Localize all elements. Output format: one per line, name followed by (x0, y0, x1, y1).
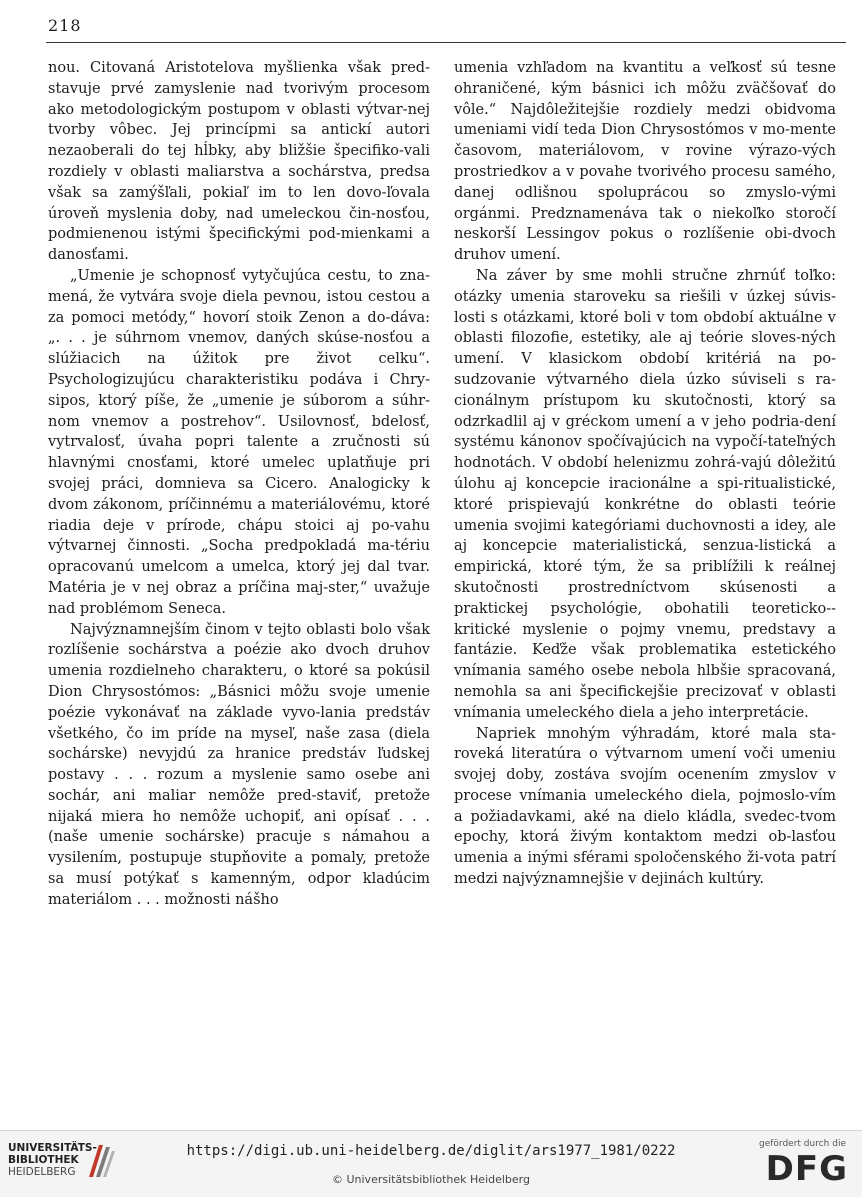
paragraph: Na záver by sme mohli stručne zhrnúť toľko: otázky umenia staroveku sa riešili v úzkej súvis-losti s otázkami, ktoré boli v tom období aktuálne v oblasti filozofie, estetiky, ale aj teórie sloves-ných umení. V klasickom období kritériá na po-sudzovanie výtvarného diela úzko súviseli s ra-cionálnym prístupom ku skutočnosti, ktorý sa odzrkadlil aj v gréckom umení a v jeho podria-dení systému kánonov spočívajúcich na vypočí-tateľných hodnotách. V období helenizmu zohrá-vajú dôležitú úlohu aj koncepcie iracionálne a spi-ritualistické, ktoré prispievajú konkrétne do oblasti teórie umenia svojimi kategóriami duchovnosti a idey, ale aj koncepcie materialistická, senzua-listická a empirická, ktoré tým, že sa priblížili k reálnej skutočnosti prostredníctvom skúsenosti a praktickej psychológie, obohatili teoreticko--kritické myslenie o pojmy vnemu, predstavy a fantázie. Keďže však problematika estetického vnímania samého osebe nebola hlbšie spracovaná, nemohla sa ani špecifickejšie precizovať v oblasti vnímania umeleckého diela a jeho interpretácie. (454, 267, 836, 721)
viewer-footer (0, 1130, 862, 1197)
header-rule (46, 42, 846, 43)
page-number: 218 (48, 16, 82, 35)
paragraph: „Umenie je schopnosť vytyčujúca cestu, to zna-mená, že vytvára svoje diela pevnou, istou cestou a za pomoci metódy,“ hovorí stoik Zenon a do-dáva: „. . . je súhrnom vnemov, daných skúse-nosťou a slúžiacich na úžitok pre život celku“. Psychologizujúcu charakteristiku podáva i Chry-sipos, ktorý píše, že „umenie je súborom a súhr-nom vnemov a postrehov“. Usilovnosť, bdelosť, vytrvalosť, úvaha popri talente a zručnosti sú hlavnými cnosťami, ktoré umelec uplatňuje pri svojej práci, domnieva sa Cicero. Analogicky k dvom zákonom, príčinnému a materiálovému, ktoré riadia deje v prírode, chápu stoici aj po-vahu výtvarnej činnosti. „Socha predpokladá ma-tériu opracovanú umelcom a umelca, ktorý jej dal tvar. Matéria je v nej obraz a príčina maj-ster,“ uvažuje nad problémom Seneca. (48, 267, 430, 617)
library-name-line: BIBLIOTHEK (8, 1154, 79, 1166)
library-name-line: HEIDELBERG (8, 1166, 76, 1178)
text-column-right (454, 58, 836, 890)
paragraph: nou. Citovaná Aristotelova myšlienka však pred-stavuje prvé zamyslenie nad tvorivým procesom ako metodologickým postupom v oblasti výtvar-nej tvorby vôbec. Jej princípmi sa antickí autori nezaoberali do tej hĺbky, aby bližšie špecifiko-vali rozdiely v oblasti maliarstva a sochárstva, predsa však sa zamýšľali, pokiaľ im to len dovo-ľovala úroveň myslenia doby, nad umeleckou čin-nosťou, podmienenou istými špecifickými pod-mienkami a danosťami. (48, 60, 430, 264)
dfg-logo[interactable]: DFG (765, 1149, 848, 1189)
text-column-left (48, 58, 430, 911)
permalink-url[interactable]: https://digi.ub.uni-heidelberg.de/diglit/ars1977_1981/0222 (186, 1143, 676, 1159)
copyright-notice: © Universitätsbibliothek Heidelberg (331, 1173, 530, 1186)
paragraph: Napriek mnohým výhradám, ktoré mala sta-roveká literatúra o výtvarnom umení voči umeniu svojej doby, zostáva svojím ocenením zmyslov v procese vnímania umeleckého diela, pojmoslo-vím a požiadavkami, aké na dielo kládla, svedec-tvom epochy, ktorá živým kontaktom medzi ob-lasťou umenia a inými sférami spoločenského ži-vota patrí medzi najvýznamnejšie v dejinách kultúry. (454, 725, 836, 888)
library-name-line: UNIVERSITÄTS- (8, 1142, 97, 1154)
paragraph: Najvýznamnejším činom v tejto oblasti bolo však rozlíšenie sochárstva a poézie ako dvoch druhov umenia rozdielneho charakteru, o ktoré sa pokúsil Dion Chrysostómos: „Básnici môžu svoje umenie poézie vykonávať na základe vyvo-lania predstáv všetkého, čo im príde na myseľ, naše zasa (diela sochárske) nevyjdú za hranice predstáv ľudskej postavy . . . rozum a myslenie samo osebe ani sochár, ani maliar nemôže pred-staviť, pretože nijaká miera ho nemôže uchopiť, ani opísať . . . (naše umenie sochárske) pracuje s námahou a vysilením, postupuje stupňovite a pomaly, pretože sa musí potýkať s kamenným, odpor kladúcim materiálom . . . možnosti nášho (48, 621, 430, 908)
paragraph: umenia vzhľadom na kvantitu a veľkosť sú tesne ohraničené, kým básnici ich môžu zväčšovať do vôle.“ Najdôležitejšie rozdiely medzi obidvoma umeniami vidí teda Dion Chrysostómos v mo-mente časovom, materiálovom, v rovine výrazo-vých prostriedkov a v povahe tvorivého procesu samého, danej odlišnou spoluprácou so zmyslo-vými orgánmi. Predznamenáva tak o niekoľko storočí neskorší Lessingov pokus o rozlíšenie obi-dvoch druhov umení. (454, 60, 836, 264)
funder-caption: gefördert durch die (759, 1139, 846, 1149)
